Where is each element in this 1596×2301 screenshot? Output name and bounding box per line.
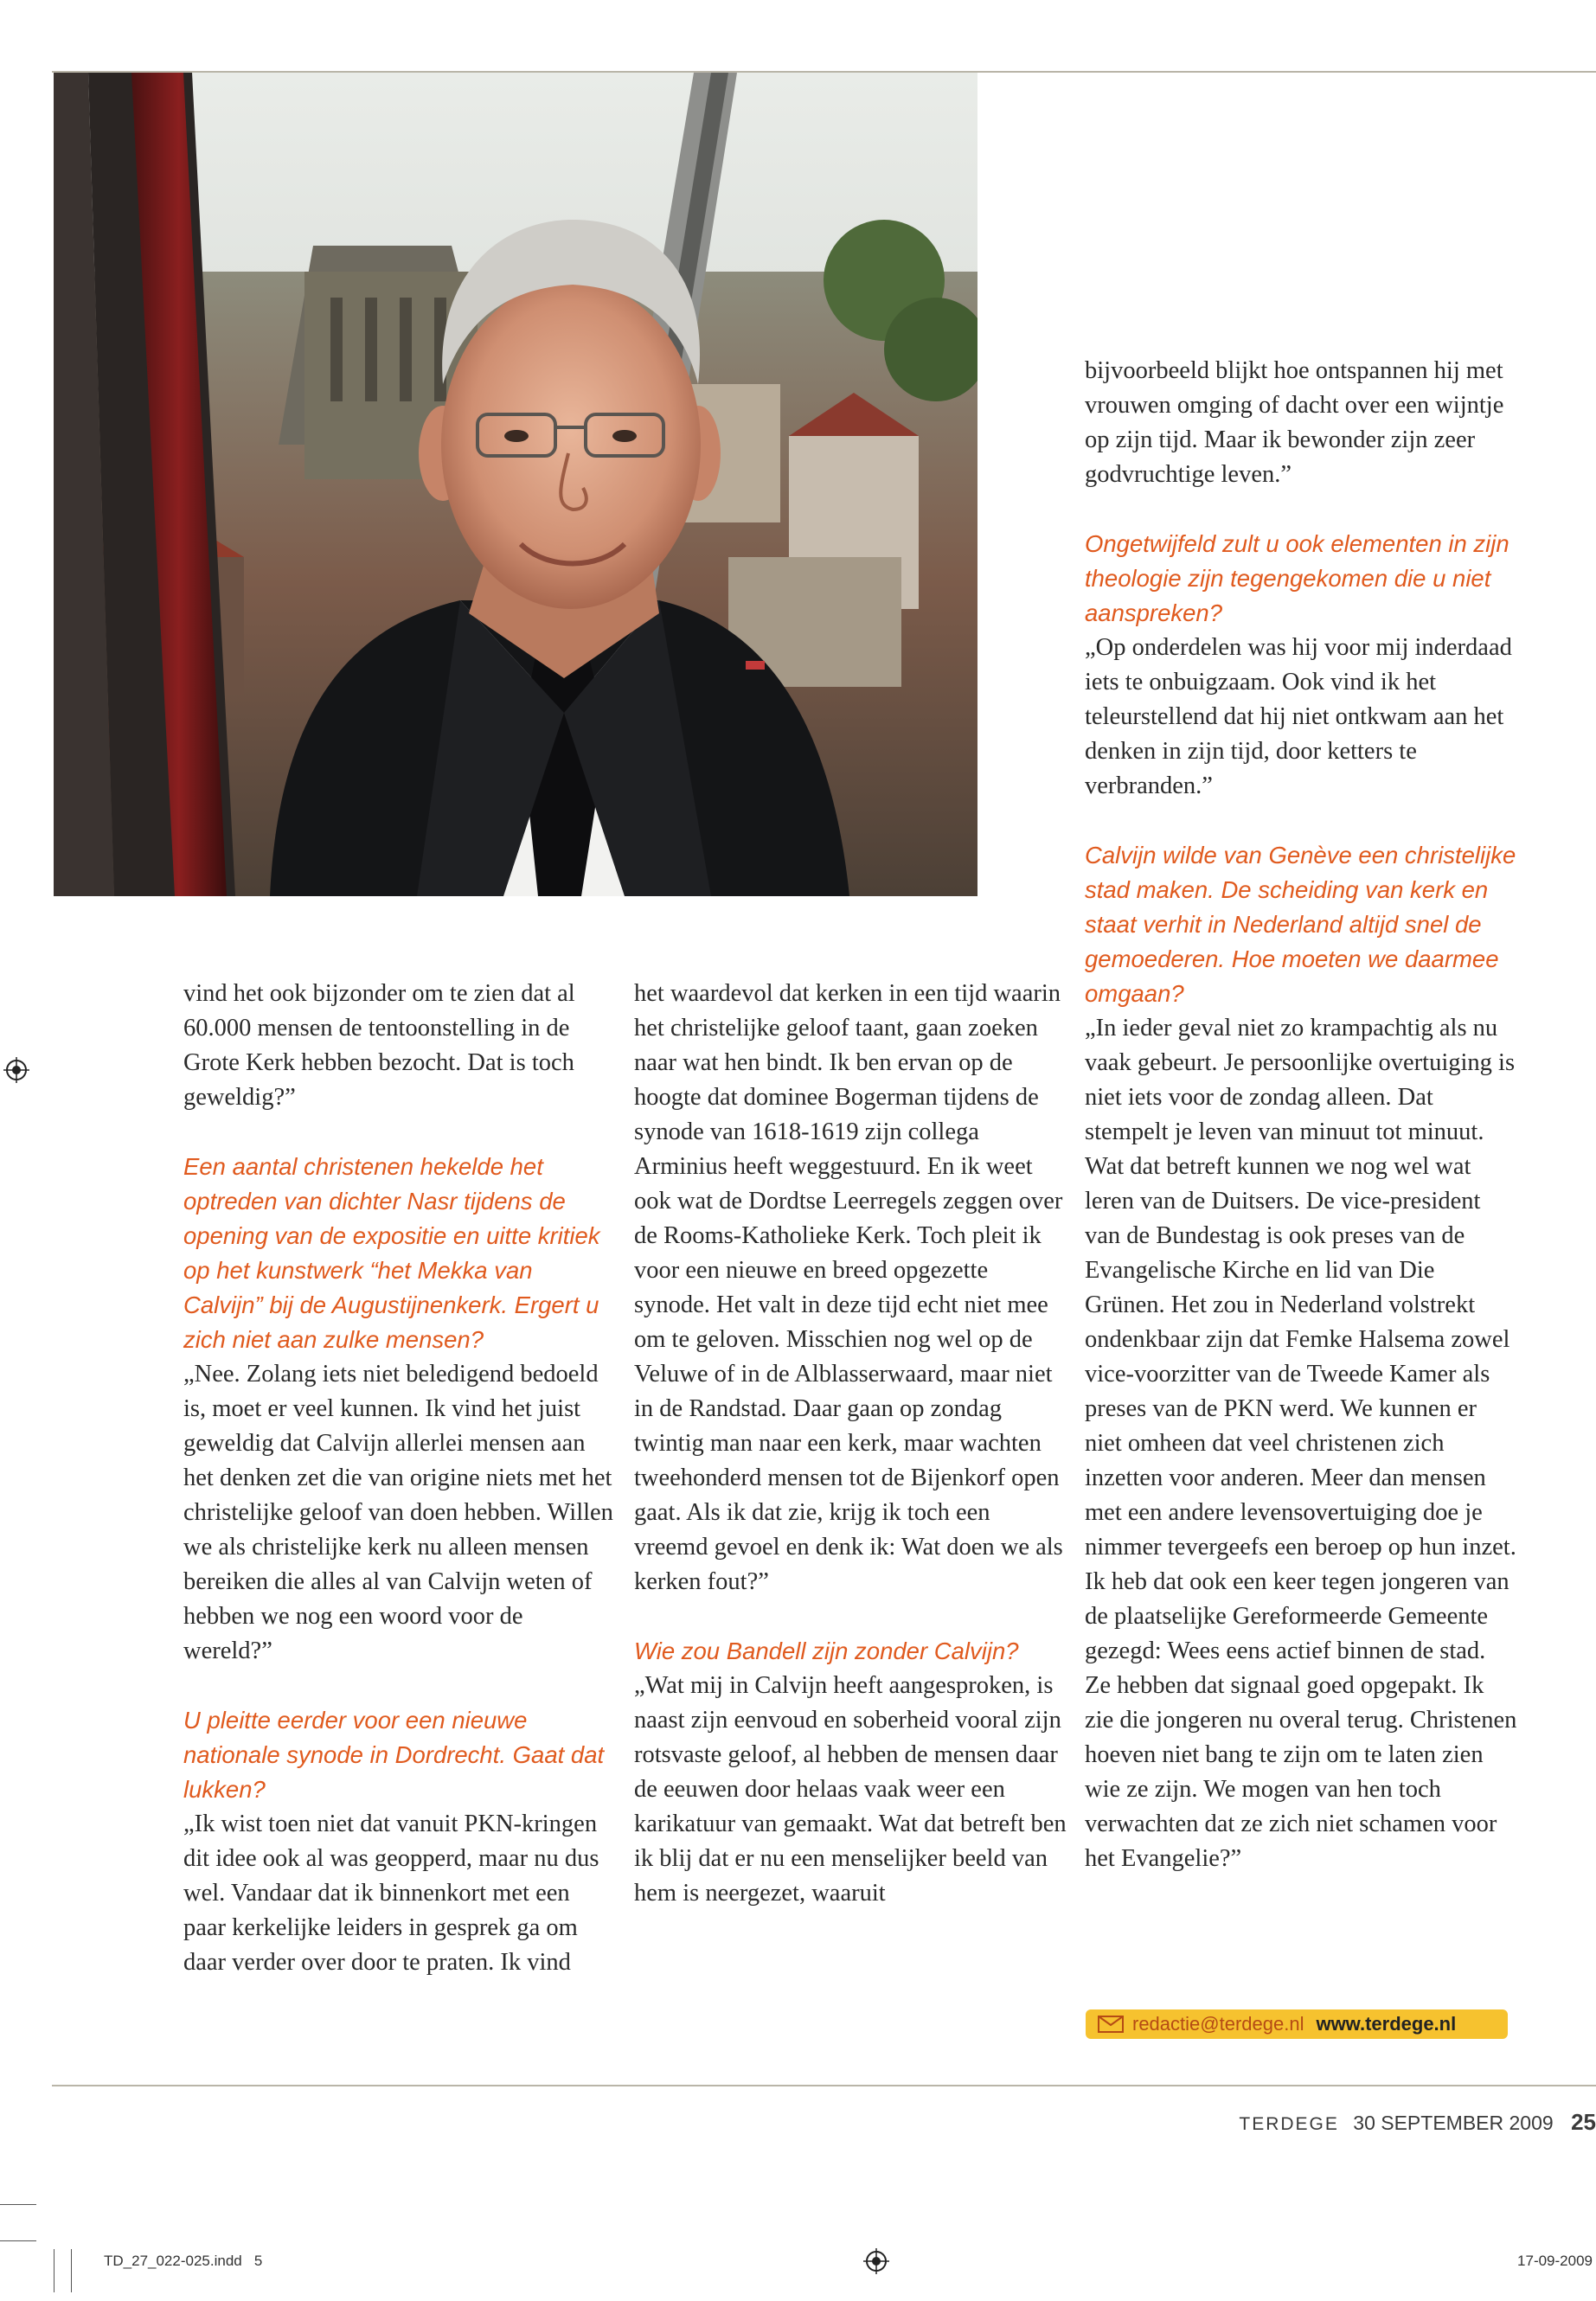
crop-mark [0,2240,36,2241]
question-geneve: Calvijn wilde van Genève een christelijke stad maken. De scheiding van kerk en staat verhit in Nederland altijd snel de gemoederen. Hoe moeten we daarmee omgaan? [1085,842,1516,1007]
slug-date: 17-09-2009 [1517,2253,1593,2269]
question-theologie: Ongetwijfeld zult u ook elementen in zijn theologie zijn tegengekomen die u niet aanspreken? [1085,530,1509,626]
column-2-paragraph-1: het waardevol dat kerken in een tijd waarin het christelijke geloof taant, gaan zoeken naar wat hen bindt. Ik ben ervan op de hoogte dat dominee Bogerman tijdens de synode van 1618-1619 zijn collega Arminius heeft weggestuurd. En ik weet ook wat de Dordtse Leerregels zeggen over de Rooms-Katholieke Kerk. Toch pleit ik voor een nieuwe en breed opgezette synode. Het valt in deze tijd echt niet mee om te geloven. Misschien nog wel op de Veluwe of in de Alblasserwaard, maar niet in de Randstad. Daar gaan op zondag twintig man naar een kerk, maar wachten tweehonderd mensen tot de Bijenkorf open gaat. Als ik dat zie, krijg ik toch een vreemd gevoel en denk ik: Wat doen we als kerken fout?” [634,980,1063,1595]
answer-bandell: „Wat mij in Calvijn heeft aangesproken, is naast zijn eenvoud en soberheid vooral zijn rotsvaste geloof, al hebben de mensen daar de eeuwen door helaas vaak weer een karikatuur van gemaakt. Wat dat betreft ben ik blij dat er nu een menselijker beeld van hem is neergezet, waaruit [634,1672,1067,1907]
website-link[interactable]: www.terdege.nl [1316,2013,1457,2035]
registration-mark-bottom-icon [863,2248,889,2274]
crop-mark [0,2204,36,2205]
answer-synode: „Ik wist toen niet dat vanuit PKN-kringen dit idee ook al was geopperd, maar nu dus wel. Vandaar dat ik binnenkort met een paar kerkelijke leiders in gesprek ga om daar verder over door te praten. Ik vind [183,1811,599,1976]
answer-nasr: „Nee. Zolang iets niet beledigend bedoeld is, moet er veel kunnen. Ik vind het juist geweldig dat Calvijn allerlei mensen aan het denken zet die van origine niets met het christelijke geloof van doen hebben. Willen we als christelijke kerk nu alleen mensen bereiken die alles al van Calvijn weten of hebben we nog een woord voor de wereld?” [183,1361,613,1664]
envelope-icon [1098,2016,1124,2033]
portrait-photo [54,73,977,896]
column-1 [183,977,616,1980]
registration-mark-left-icon [3,1057,29,1083]
column-3-paragraph-1: bijvoorbeeld blijkt hoe ontspannen hij met vrouwen omging of dacht over een wijntje op zijn tijd. Maar ik bewonder zijn zeer godvruchtige leven.” [1085,357,1504,488]
question-nasr: Een aantal christenen hekelde het optreden van dichter Nasr tijdens de opening van de expositie en uitte kritiek op het kunstwerk “het Mekka van Calvijn” bij de Augustijnenkerk. Ergert u zich niet aan zulke mensen? [183,1153,600,1353]
contact-bar [1086,2009,1508,2039]
answer-theologie: „Op onderdelen was hij voor mij inderdaad iets te onbuigzaam. Ook vind ik het teleurstellend dat hij niet ontkwam aan het denken in zijn tijd, door ketters te verbranden.” [1085,634,1512,799]
page-footer [1239,2109,1596,2136]
page-number: 25 [1571,2109,1596,2135]
question-synode: U pleitte eerder voor een nieuwe nationale synode in Dordrecht. Gaat dat lukken? [183,1707,605,1803]
slug-filename: TD_27_022-025.indd 5 [104,2253,263,2269]
column-3 [1085,354,1517,1876]
answer-geneve: „In ieder geval niet zo krampachtig als nu vaak gebeurt. Je persoonlijke overtuiging is niet iets voor de zondag alleen. Dat stempelt je leven van minuut tot minuut. Wat dat betreft kunnen we nog wel wat leren van de Duitsers. De vice-president van de Bundestag is ook preses van de Evangelische Kirche en lid van Die Grünen. Het zou in Nederland volstrekt ondenkbaar zijn dat Femke Halsema zowel vice-voorzitter van de Tweede Kamer als preses van de PKN werd. We kunnen er niet omheen dat veel christenen zich inzetten voor anderen. Meer dan mensen met een andere levensovertuiging doe je nimmer tevergeefs een beroep op hun inzet. Ik heb dat ook een keer tegen jongeren van de plaatselijke Gereformeerde Gemeente gezegd: Wees eens actief binnen de stad. Ze hebben dat signaal goed opgepakt. Ik zie die jongeren nu overal terug. Christenen hoeven niet bang te zijn om te laten zien wie ze zijn. We mogen van hen toch verwachten dat ze zich niet schamen voor het Evangelie?” [1085,1015,1517,1872]
crop-mark [71,2249,72,2292]
email-link[interactable]: redactie@terdege.nl [1132,2013,1304,2035]
column-1-paragraph-1: vind het ook bijzonder om te zien dat al 60.000 mensen de tentoonstelling in de Grote Kerk hebben bezocht. Dat is toch geweldig?” [183,980,575,1111]
issue-date: 30 SEPTEMBER 2009 [1353,2112,1554,2134]
column-2 [634,977,1067,1911]
question-bandell: Wie zou Bandell zijn zonder Calvijn? [634,1638,1019,1664]
magazine-name: TERDEGE [1239,2114,1339,2134]
